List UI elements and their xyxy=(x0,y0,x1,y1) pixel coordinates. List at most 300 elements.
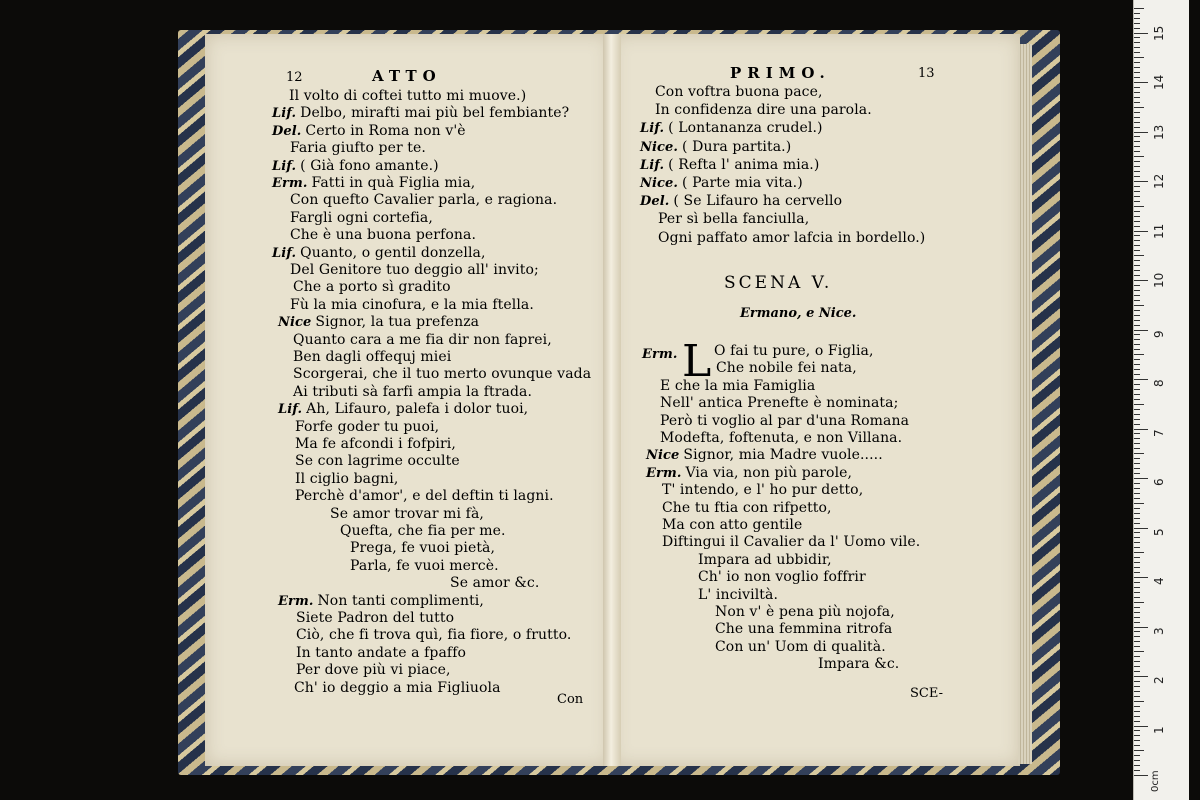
ruler-tick xyxy=(1134,631,1140,632)
text-line xyxy=(698,587,778,604)
ruler-tick xyxy=(1134,394,1140,395)
text-line xyxy=(296,662,451,679)
ruler-tick xyxy=(1134,141,1140,142)
verse-text: Scorgerai, che il tuo merto ovunque vada xyxy=(293,366,592,383)
verse-text: ( Refta l' anima mia.) xyxy=(668,156,820,173)
speaker-label: Lif. xyxy=(640,157,665,173)
ruler-tick xyxy=(1134,750,1144,751)
ruler-tick xyxy=(1134,547,1140,548)
text-line xyxy=(296,645,466,662)
ruler-tick xyxy=(1134,587,1140,588)
text-line xyxy=(330,506,484,523)
verse-text: T' intendo, e l' ho pur detto, xyxy=(662,482,864,499)
drop-cap: L xyxy=(682,336,712,387)
ruler-tick xyxy=(1134,676,1148,677)
ruler-tick xyxy=(1134,186,1140,187)
text-line xyxy=(646,447,883,464)
verse-text: ( Parte mia vita.) xyxy=(682,175,803,191)
ruler-tick xyxy=(1134,334,1140,335)
text-line xyxy=(293,384,532,401)
verse-text: Che nobile fei nata, xyxy=(716,360,857,377)
ruler-tick xyxy=(1134,473,1140,474)
text-line xyxy=(662,517,802,534)
ruler-tick xyxy=(1134,443,1140,444)
text-line xyxy=(290,140,426,157)
ruler-tick xyxy=(1134,537,1140,538)
ruler-tick xyxy=(1134,691,1140,692)
ruler-tick xyxy=(1134,498,1140,499)
ruler-tick xyxy=(1134,240,1140,241)
text-line xyxy=(714,343,874,360)
first-speaker: Erm. xyxy=(642,347,678,362)
ruler-tick xyxy=(1134,37,1140,38)
text-line xyxy=(278,314,479,331)
verse-text: Delbo, mirafti mai più bel fembiante? xyxy=(300,105,570,122)
verse-text: Del Genitore tuo deggio all' invito; xyxy=(290,262,539,278)
verse-text: Forfe goder tu puoi, xyxy=(295,418,440,435)
ruler-tick xyxy=(1134,424,1140,425)
text-line xyxy=(290,210,433,227)
text-line xyxy=(278,593,484,610)
text-line xyxy=(272,245,486,262)
ruler-tick xyxy=(1134,369,1140,370)
text-line xyxy=(272,123,466,140)
verse-text: Ciò, che fi trova quì, fia fiore, o frutto. xyxy=(296,627,572,644)
verse-text: E che la mia Famiglia xyxy=(660,377,816,394)
verse-text: Con quefto Cavalier parla, e ragiona. xyxy=(290,192,558,209)
ruler-tick xyxy=(1134,201,1140,202)
ruler-number: 10 xyxy=(1152,272,1166,288)
ruler-tick xyxy=(1134,255,1144,256)
text-line xyxy=(640,120,823,137)
ruler-tick xyxy=(1134,349,1140,350)
verse-text: Con voftra buona pace, xyxy=(655,84,823,100)
ruler-tick xyxy=(1134,730,1140,731)
text-line xyxy=(715,639,886,656)
ruler-tick xyxy=(1134,176,1140,177)
verse-text: Se con lagrime occulte xyxy=(295,453,460,470)
verse-text: ( Già fono amante.) xyxy=(300,157,439,174)
ruler-tick xyxy=(1134,735,1140,736)
text-line xyxy=(293,349,451,366)
ruler-tick xyxy=(1134,18,1140,19)
text-line xyxy=(655,102,872,119)
verse-text: Nell' antica Prenefte è nominata; xyxy=(660,395,899,412)
verse-text: Per sì bella fanciulla, xyxy=(658,211,810,228)
measurement-ruler xyxy=(1133,0,1189,800)
ruler-tick xyxy=(1134,592,1140,593)
text-line xyxy=(660,413,909,430)
speaker-label: Lif. xyxy=(272,158,297,174)
verse-text: Non tanti complimenti, xyxy=(317,592,484,609)
ruler-tick xyxy=(1134,488,1140,489)
ruler-tick xyxy=(1134,235,1140,236)
ruler-tick xyxy=(1134,770,1140,771)
text-line xyxy=(698,569,866,586)
text-line xyxy=(272,175,475,192)
ruler-tick xyxy=(1134,597,1140,598)
ruler-tick xyxy=(1134,622,1140,623)
ruler-tick xyxy=(1134,760,1140,761)
ruler-tick xyxy=(1134,354,1144,355)
ruler-tick xyxy=(1134,493,1140,494)
text-line xyxy=(660,395,898,412)
ruler-tick xyxy=(1134,557,1140,558)
verse-text: In tanto andate a fpaffo xyxy=(296,644,467,661)
speaker-label: Lif. xyxy=(272,245,297,261)
ruler-number: 15 xyxy=(1152,25,1166,41)
ruler-number: 1 xyxy=(1152,725,1166,734)
catchword-left: Con xyxy=(557,692,584,707)
verse-text: Ch' io non voglio foffrir xyxy=(698,569,866,586)
ruler-tick xyxy=(1134,166,1140,167)
speaker-label: Nice xyxy=(646,448,680,464)
ruler-tick xyxy=(1134,577,1148,578)
ruler-tick xyxy=(1134,429,1148,430)
ruler-tick xyxy=(1134,419,1140,420)
text-line xyxy=(698,552,832,569)
verse-text: Se amor &c. xyxy=(450,575,540,592)
ruler-tick xyxy=(1134,245,1140,246)
ruler-number: 7 xyxy=(1152,428,1166,437)
ruler-tick xyxy=(1134,290,1140,291)
text-line xyxy=(294,680,501,697)
ruler-tick xyxy=(1134,270,1140,271)
verse-text: O fai tu pure, o Figlia, xyxy=(714,343,874,359)
text-line xyxy=(293,332,552,349)
verse-text: Ma fe afcondi i fofpiri, xyxy=(295,436,456,452)
ruler-tick xyxy=(1134,627,1148,628)
text-line xyxy=(296,627,571,644)
verse-text: Impara ad ubbidir, xyxy=(698,551,832,568)
verse-text: ( Dura partita.) xyxy=(682,138,792,155)
text-line xyxy=(295,471,398,488)
ruler-tick xyxy=(1134,671,1140,672)
ruler-tick xyxy=(1134,146,1140,147)
ruler-tick xyxy=(1134,359,1140,360)
ruler-tick xyxy=(1134,740,1140,741)
verse-text: Che a porto sì gradito xyxy=(293,279,451,296)
ruler-tick xyxy=(1134,136,1140,137)
ruler-tick xyxy=(1134,433,1140,434)
ruler-tick xyxy=(1134,112,1140,113)
ruler-tick xyxy=(1134,33,1148,34)
ruler-number: 3 xyxy=(1152,626,1166,635)
ruler-tick xyxy=(1134,344,1140,345)
ruler-tick xyxy=(1134,117,1140,118)
ruler-tick xyxy=(1134,448,1140,449)
text-line xyxy=(272,158,439,175)
ruler-tick xyxy=(1134,107,1144,108)
page-edges xyxy=(1018,44,1032,764)
text-line xyxy=(715,621,892,638)
ruler-tick xyxy=(1134,57,1144,58)
ruler-tick xyxy=(1134,453,1144,454)
ruler-tick xyxy=(1134,127,1140,128)
ruler-tick xyxy=(1134,315,1140,316)
ruler-tick xyxy=(1134,250,1140,251)
speaker-label: Nice. xyxy=(640,139,679,155)
ruler-number: 11 xyxy=(1152,223,1166,239)
ruler-tick xyxy=(1134,156,1144,157)
ruler-number: 14 xyxy=(1152,74,1166,90)
ruler-tick xyxy=(1134,641,1140,642)
ruler-tick xyxy=(1134,305,1144,306)
text-line xyxy=(662,482,863,499)
ruler-tick xyxy=(1134,666,1140,667)
text-line xyxy=(295,419,439,436)
ruler-tick xyxy=(1134,23,1140,24)
page-number-right: 13 xyxy=(918,66,935,81)
ruler-tick xyxy=(1134,523,1140,524)
scene-title: SCENA V. xyxy=(724,273,833,293)
ruler-tick xyxy=(1134,562,1140,563)
ruler-tick xyxy=(1134,528,1148,529)
speaker-label: Lif. xyxy=(278,402,303,418)
ruler-tick xyxy=(1134,52,1140,53)
text-line xyxy=(350,540,495,557)
speaker-label: Erm. xyxy=(278,593,314,609)
ruler-tick xyxy=(1134,483,1140,484)
ruler-tick xyxy=(1134,438,1140,439)
text-line xyxy=(295,488,554,505)
ruler-tick xyxy=(1134,77,1140,78)
speaker-label: Lif. xyxy=(272,106,297,122)
verse-text: Fatti in quà Figlia mia, xyxy=(311,175,476,191)
verse-text: L' inciviltà. xyxy=(698,586,778,603)
verse-text: Certo in Roma non v'è xyxy=(305,122,466,139)
verse-text: Fù la mia cinofura, e la mia ftella. xyxy=(290,296,534,313)
ruler-tick xyxy=(1134,151,1140,152)
verse-text: Fargli ogni cortefia, xyxy=(290,209,433,226)
text-line xyxy=(289,88,526,105)
ruler-tick xyxy=(1134,651,1144,652)
ruler-tick xyxy=(1134,221,1140,222)
verse-text: Diftingui il Cavalier da l' Uomo vile. xyxy=(662,534,921,551)
speaker-label: Del. xyxy=(640,194,670,210)
verse-text: Ogni paffato amor lafcia in bordello.) xyxy=(658,229,926,246)
ruler-tick xyxy=(1134,572,1140,573)
scene-characters: Ermano, e Nice. xyxy=(740,306,857,321)
ruler-tick xyxy=(1134,681,1140,682)
ruler-number: 13 xyxy=(1152,124,1166,140)
ruler-tick xyxy=(1134,646,1140,647)
ruler-tick xyxy=(1134,231,1148,232)
ruler-tick xyxy=(1134,82,1148,83)
ruler-tick xyxy=(1134,196,1140,197)
text-line xyxy=(660,378,815,395)
catchword-right: SCE- xyxy=(910,686,943,701)
verse-text: Signor, mia Madre vuole..... xyxy=(683,447,883,464)
ruler-tick xyxy=(1134,765,1140,766)
verse-text: Perchè d'amor', e del deftin ti lagni. xyxy=(295,488,554,505)
ruler-tick xyxy=(1134,374,1140,375)
verse-text: Modefta, foftenuta, e non Villana. xyxy=(660,430,903,446)
book-gutter xyxy=(603,34,621,766)
text-line xyxy=(640,139,791,156)
ruler-tick xyxy=(1134,532,1140,533)
ruler-tick xyxy=(1134,206,1144,207)
speaker-label: Nice xyxy=(278,315,312,331)
ruler-tick xyxy=(1134,320,1140,321)
ruler-tick xyxy=(1134,191,1140,192)
ruler-tick xyxy=(1134,706,1140,707)
running-head-left: ATTO xyxy=(372,67,442,85)
ruler-tick xyxy=(1134,132,1148,133)
ruler-tick xyxy=(1134,389,1140,390)
ruler-tick xyxy=(1134,226,1140,227)
text-line xyxy=(340,523,506,540)
speaker-label: Nice. xyxy=(640,176,679,191)
ruler-tick xyxy=(1134,280,1148,281)
verse-text: ( Lontananza crudel.) xyxy=(668,120,823,137)
ruler-tick xyxy=(1134,171,1140,172)
speaker-label: Erm. xyxy=(646,465,682,481)
ruler-tick xyxy=(1134,67,1140,68)
ruler-number: 4 xyxy=(1152,577,1166,585)
verse-text: Per dove più vi piace, xyxy=(296,662,451,679)
ruler-tick xyxy=(1134,211,1140,212)
verse-text: Ben dagli offequj miei xyxy=(293,349,452,365)
ruler-tick xyxy=(1134,518,1140,519)
ruler-tick xyxy=(1134,72,1140,73)
ruler-tick xyxy=(1134,513,1140,514)
ruler-tick xyxy=(1134,503,1144,504)
ruler-tick xyxy=(1134,775,1148,776)
ruler-tick xyxy=(1134,617,1140,618)
text-line xyxy=(278,401,528,418)
text-line xyxy=(290,262,539,279)
text-line xyxy=(640,175,803,192)
ruler-tick xyxy=(1134,42,1140,43)
verse-text: In confidenza dire una parola. xyxy=(655,102,872,119)
verse-text: Però ti voglio al par d'una Romana xyxy=(660,412,910,429)
ruler-tick xyxy=(1134,364,1140,365)
text-line xyxy=(272,105,569,122)
verse-text: Quanto, o gentil donzella, xyxy=(300,244,486,261)
text-line xyxy=(640,193,842,210)
ruler-tick xyxy=(1134,265,1140,266)
ruler-tick xyxy=(1134,542,1140,543)
ruler-tick xyxy=(1134,696,1140,697)
text-line xyxy=(295,436,456,453)
ruler-tick xyxy=(1134,181,1148,182)
ruler-number: 12 xyxy=(1152,173,1166,189)
ruler-tick xyxy=(1134,636,1140,637)
ruler-tick xyxy=(1134,330,1148,331)
running-head-right: PRIMO. xyxy=(730,64,831,82)
ruler-tick xyxy=(1134,87,1140,88)
text-line xyxy=(450,575,539,592)
ruler-tick xyxy=(1134,755,1140,756)
ruler-tick xyxy=(1134,404,1144,405)
ruler-tick xyxy=(1134,409,1140,410)
verse-text: Che tu ftia con rifpetto, xyxy=(662,499,832,516)
ruler-tick xyxy=(1134,582,1140,583)
speaker-label: Del. xyxy=(272,123,302,139)
ruler-tick xyxy=(1134,102,1140,103)
text-line xyxy=(646,465,852,482)
text-line xyxy=(296,610,454,627)
ruler-tick xyxy=(1134,399,1140,400)
verse-text: Che è una buona perfona. xyxy=(290,227,477,244)
verse-text: Il ciglio bagni, xyxy=(295,470,399,487)
text-line xyxy=(640,157,819,174)
verse-text: Impara &c. xyxy=(818,656,900,673)
text-line xyxy=(716,360,857,377)
ruler-tick xyxy=(1134,468,1140,469)
ruler-tick xyxy=(1134,661,1140,662)
text-line xyxy=(655,84,823,101)
ruler-tick xyxy=(1134,552,1144,553)
text-line xyxy=(290,297,534,314)
ruler-tick xyxy=(1134,701,1144,702)
ruler-tick xyxy=(1134,285,1140,286)
ruler-number: 6 xyxy=(1152,478,1166,486)
verse-text: Il volto di coftei tutto mi muove.) xyxy=(289,88,527,104)
text-line xyxy=(350,558,499,575)
ruler-tick xyxy=(1134,92,1140,93)
ruler-tick xyxy=(1134,656,1140,657)
ruler-number: 5 xyxy=(1152,527,1166,536)
verse-text: Non v' è pena più nojofa, xyxy=(715,604,895,620)
text-line xyxy=(290,227,476,244)
verse-text: Ma con atto gentile xyxy=(662,517,803,533)
verse-text: Quefta, che fia per me. xyxy=(340,523,506,539)
ruler-tick xyxy=(1134,275,1140,276)
text-line xyxy=(658,230,925,247)
ruler-tick xyxy=(1134,260,1140,261)
text-line xyxy=(660,430,902,447)
ruler-tick xyxy=(1134,28,1140,29)
ruler-tick xyxy=(1134,13,1140,14)
ruler-tick xyxy=(1134,508,1140,509)
verse-text: Ah, Lifauro, palefa i dolor tuoi, xyxy=(306,401,529,418)
ruler-tick xyxy=(1134,612,1140,613)
ruler-tick xyxy=(1134,295,1140,296)
ruler-tick xyxy=(1134,463,1140,464)
verse-text: Ch' io deggio a mia Figliuola xyxy=(294,679,501,696)
ruler-tick xyxy=(1134,414,1140,415)
verse-text: Signor, la tua prefenza xyxy=(315,314,480,331)
text-line xyxy=(295,453,460,470)
ruler-tick xyxy=(1134,716,1140,717)
verse-text: Via via, non più parole, xyxy=(685,464,853,481)
verse-text: Con un' Uom di qualità. xyxy=(715,638,886,655)
ruler-number: 9 xyxy=(1152,329,1166,338)
ruler-tick xyxy=(1134,122,1140,123)
ruler-tick xyxy=(1134,745,1140,746)
ruler-tick xyxy=(1134,97,1140,98)
ruler-tick xyxy=(1134,8,1144,9)
page-number-left: 12 xyxy=(286,70,303,85)
verse-text: Se amor trovar mi fà, xyxy=(330,505,484,522)
ruler-tick xyxy=(1134,686,1140,687)
ruler-tick xyxy=(1134,458,1140,459)
ruler-unit: 0cm xyxy=(1150,770,1161,792)
ruler-tick xyxy=(1134,300,1140,301)
ruler-tick xyxy=(1134,567,1140,568)
ruler-tick xyxy=(1134,216,1140,217)
ruler-tick xyxy=(1134,602,1144,603)
ruler-tick xyxy=(1134,478,1148,479)
speaker-label: Erm. xyxy=(272,176,308,191)
ruler-tick xyxy=(1134,721,1140,722)
ruler-tick xyxy=(1134,339,1140,340)
verse-text: ( Se Lifauro ha cervello xyxy=(673,193,843,210)
ruler-number: 2 xyxy=(1152,676,1166,684)
ruler-tick xyxy=(1134,726,1148,727)
